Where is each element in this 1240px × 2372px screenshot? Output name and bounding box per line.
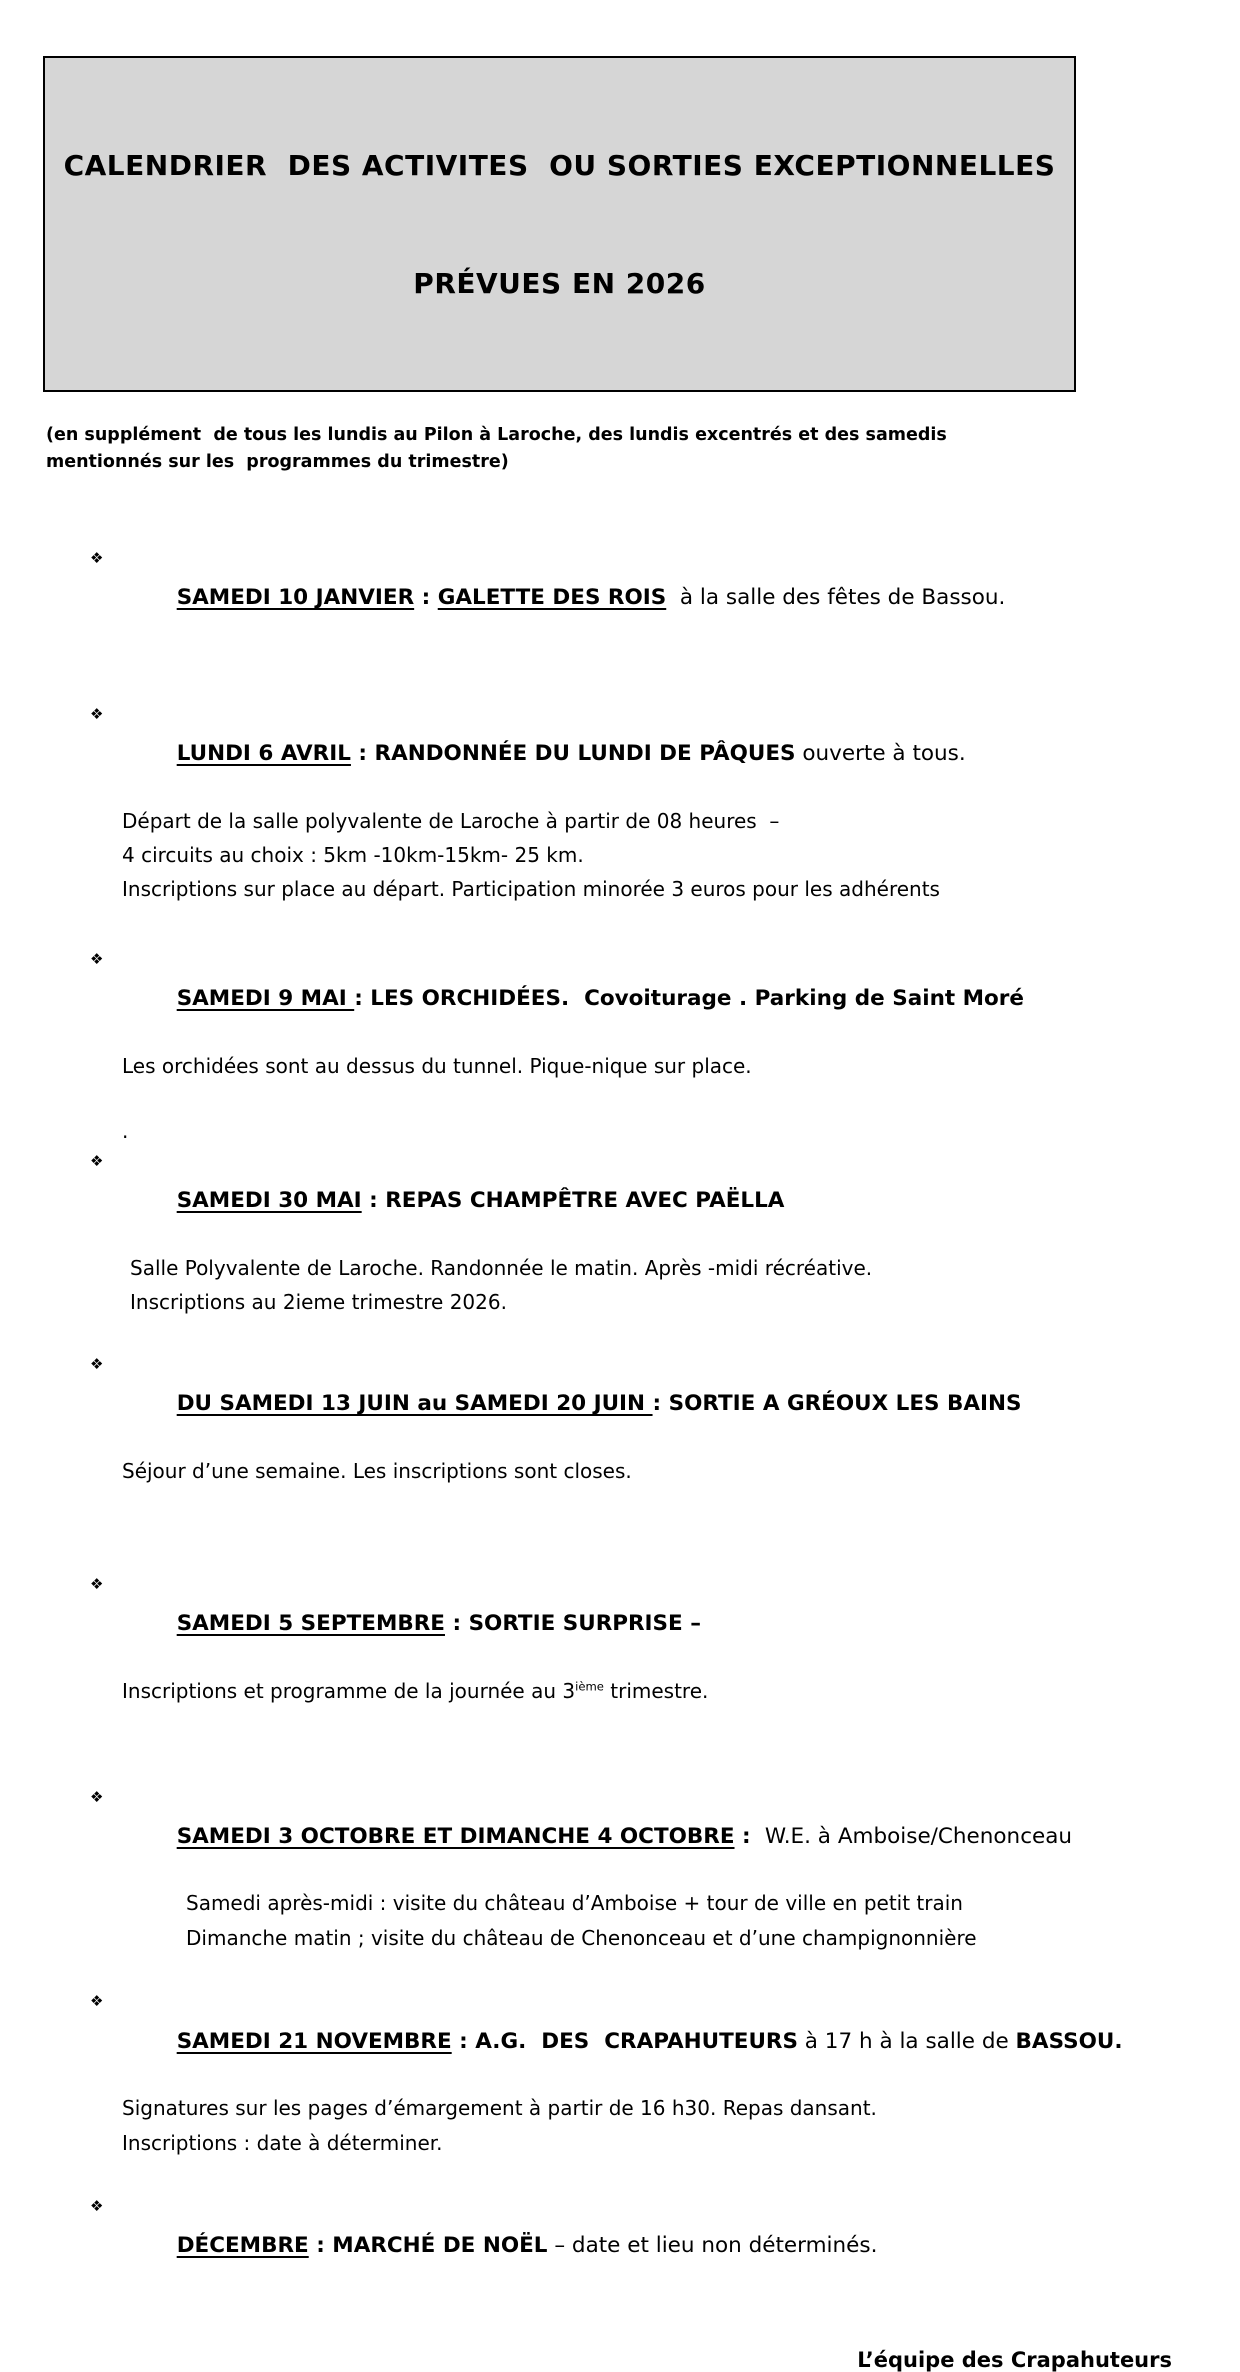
event-heading [90,1574,1180,1674]
subtitle: (en supplément de tous les lundis au Pilon à Laroche, des lundis excentrés et des samedis mentionnés sur les programmes du trimestre) [46,424,953,472]
event-detail-line: Départ de la salle polyvalente de Laroche à partir de 08 heures – [122,808,780,833]
event-separator: : [354,986,371,1012]
event-heading [90,1787,1180,1887]
event-heading [90,949,1180,1049]
title-line-1: CALENDRIER DES ACTIVITES OU SORTIES EXCEPTIONNELLES [63,149,1056,183]
event [90,704,1180,907]
event-detail-line: 4 circuits au choix : 5km -10km-15km- 25 km. [122,843,584,868]
event-title: REPAS CHAMPÊTRE AVEC PAËLLA [385,1188,785,1214]
event-separator: : [350,741,375,766]
event-tail: à la salle des fêtes de Bassou. [666,585,1006,611]
event-title: SORTIE SURPRISE – [468,1611,701,1637]
diamond-bullet-icon: ❖ [90,1787,104,1806]
stray-period: . [122,1119,129,1144]
event-separator: : [652,1391,669,1417]
event-date: DÉCEMBRE [176,2233,309,2259]
diamond-bullet-icon: ❖ [90,1992,104,2011]
event [90,1991,1180,2160]
diamond-bullet-icon: ❖ [90,1152,104,1171]
event-date: SAMEDI 21 NOVEMBRE [176,2028,452,2054]
title-box [43,56,1076,392]
event-date: DU SAMEDI 13 JUIN au SAMEDI 20 JUIN [176,1391,653,1417]
event-heading [90,2196,1180,2296]
event-heading [90,1354,1180,1454]
event-date: SAMEDI 3 OCTOBRE ET DIMANCHE 4 OCTOBRE [176,1823,735,1849]
event-title: RANDONNÉE DU LUNDI DE PÂQUES [374,741,796,766]
event [90,1574,1180,1708]
event-detail-line: Séjour d’une semaine. Les inscriptions sont closes. [122,1458,632,1483]
event-heading [90,548,1180,648]
event-date: SAMEDI 9 MAI [176,986,355,1012]
event-heading [90,1991,1180,2091]
event-detail-line: Inscriptions : date à déterminer. [122,2130,443,2155]
diamond-bullet-icon: ❖ [90,1354,104,1373]
detail-text: trimestre. [603,1679,709,1704]
event-detail-line: Salle Polyvalente de Laroche. Randonnée le matin. Après -midi récréative. [130,1256,873,1281]
event-detail-line: Samedi après-midi : visite du château d’Amboise + tour de ville en petit train [186,1891,963,1916]
event-detail-line: Les orchidées sont au dessus du tunnel. Pique-nique sur place. [122,1053,752,1078]
event-separator: : [734,1823,759,1849]
title-line-2: PRÉVUES EN 2026 [413,266,706,300]
event-detail-line: Signatures sur les pages d’émargement à partir de 16 h30. Repas dansant. [122,2096,877,2121]
diamond-bullet-icon: ❖ [90,704,104,723]
event-title: A.G. DES CRAPAHUTEURS [475,2028,798,2054]
event-separator: : [451,2028,476,2054]
event [90,1354,1180,1488]
event-detail-line: Dimanche matin ; visite du château de Chenonceau et d’une champignonnière [186,1925,977,1950]
event-separator: : [444,1611,469,1637]
events-list [90,548,1180,2296]
event-title: MARCHÉ DE NOËL [332,2233,548,2259]
event-tail: ouverte à tous. [795,741,966,766]
closing-signature: L’équipe des Crapahuteurs [857,2347,1172,2372]
event-mid: à 17 h à la salle de [797,2028,1016,2054]
event [90,1151,1180,1320]
event [90,1787,1180,1956]
event-title: GALETTE DES ROIS [437,585,667,611]
event-detail-line [122,1674,1180,1708]
event-tail: – date et lieu non déterminés. [547,2233,878,2259]
diamond-bullet-icon: ❖ [90,1575,104,1594]
page [0,56,1240,2372]
event [90,548,1180,648]
event [90,2196,1180,2296]
event-date: SAMEDI 30 MAI [176,1188,362,1214]
event-separator: : [308,2233,333,2259]
event-title: SORTIE A GRÉOUX LES BAINS [668,1391,1022,1417]
event-separator: : [414,585,438,611]
ordinal-superscript: ième [575,1679,604,1694]
event [90,949,1180,1083]
event-heading [90,1151,1180,1251]
event-heading [90,704,1180,804]
event-detail-line: Inscriptions au 2ieme trimestre 2026. [130,1290,507,1315]
event-date: LUNDI 6 AVRIL [176,741,351,766]
event-date: SAMEDI 5 SEPTEMBRE [176,1611,445,1637]
event-title: LES ORCHIDÉES. Covoiturage . Parking de Saint Moré [370,986,1024,1012]
event-detail-line: Inscriptions sur place au départ. Participation minorée 3 euros pour les adhérents [122,877,940,902]
event-title-2: BASSOU. [1015,2028,1123,2054]
event-date: SAMEDI 10 JANVIER [176,585,415,611]
detail-text: Inscriptions et programme de la journée au 3 [122,1679,576,1704]
diamond-bullet-icon: ❖ [90,548,104,567]
diamond-bullet-icon: ❖ [90,949,104,968]
event-separator: : [361,1188,386,1214]
event-tail: W.E. à Amboise/Chenonceau [758,1823,1073,1849]
diamond-bullet-icon: ❖ [90,2196,104,2215]
